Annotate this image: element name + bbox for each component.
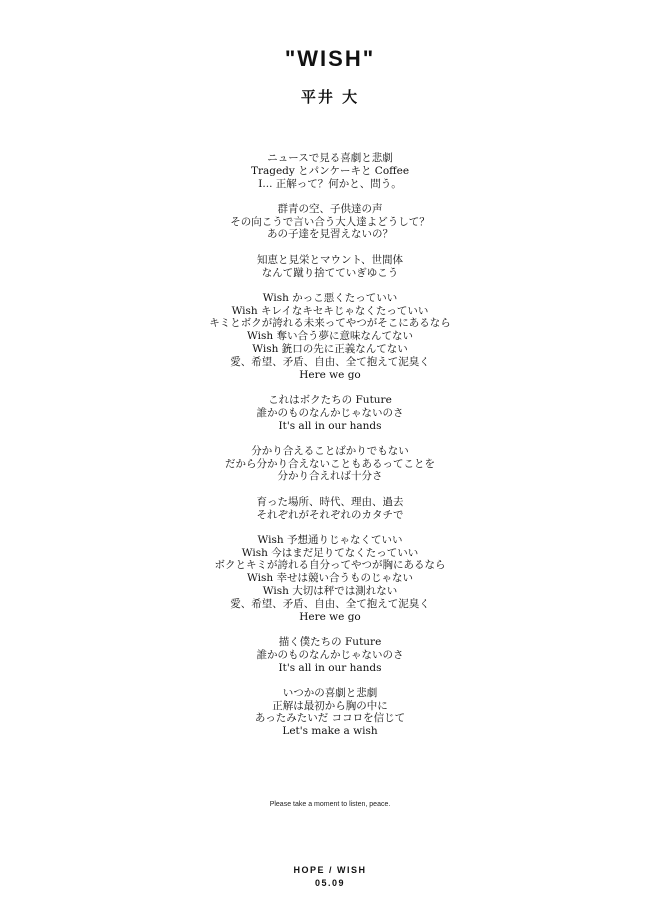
lyric-stanza bbox=[0, 534, 660, 624]
lyric-line: いつかの喜劇と悲劇 bbox=[282, 686, 378, 699]
lyric-line: Wish 奪い合う夢に意味なんてない bbox=[247, 330, 413, 343]
lyric-line: 愛、希望、矛盾、自由、全て抱えて泥臭く bbox=[230, 597, 430, 610]
artist-name: 平井 大 bbox=[300, 88, 360, 106]
lyric-line: Wish かっこ悪くたっていい bbox=[262, 291, 398, 304]
lyric-line: キミとボクが誇れる未来ってやつがそこにあるなら bbox=[209, 317, 451, 330]
tagline: Please take a moment to listen, peace. bbox=[269, 801, 391, 808]
lyric-line: それぞれがそれぞれのカタチで bbox=[256, 508, 404, 521]
lyric-line: なんて蹴り捨てていぎゆこう bbox=[261, 266, 399, 279]
lyric-line: あの子達を見習えないの？ bbox=[267, 228, 393, 241]
lyric-line: 正解は最初から胸の中に bbox=[272, 699, 388, 712]
lyric-stanza bbox=[0, 687, 660, 738]
lyric-line: Tragedy とパンケーキと Coffee bbox=[250, 164, 410, 177]
lyric-line: Wish 今はまだ足りてなくたっていい bbox=[241, 546, 419, 559]
lyric-line: Wish キレイなキセキじゃなくたっていい bbox=[231, 304, 429, 317]
lyric-stanza bbox=[0, 254, 660, 280]
lyric-line: Here we go bbox=[299, 610, 361, 623]
lyric-line: Wish 幸せは競い合うものじゃない bbox=[247, 572, 413, 585]
lyric-stanza bbox=[0, 394, 660, 432]
lyric-line: It's all in our hands bbox=[278, 661, 382, 674]
lyric-line: 群青の空、子供達の声 bbox=[277, 202, 383, 215]
lyric-line: I... 正解って？何かと、問う。 bbox=[258, 177, 402, 190]
footer-release-date: 05.09 bbox=[314, 878, 346, 888]
lyric-line: Wish 大切は秤では測れない bbox=[262, 585, 398, 598]
lyric-line: ニュースで見る喜劇と悲劇 bbox=[267, 152, 393, 164]
lyric-stanza bbox=[0, 152, 660, 190]
lyric-line: 愛、希望、矛盾、自由、全て抱えて泥臭く bbox=[230, 355, 430, 368]
lyric-line: その向こうで言い合う大人達よどうして？ bbox=[230, 215, 430, 228]
lyric-line: あったみたいだ ココロを信じて bbox=[254, 712, 406, 725]
footer-release-title: HOPE / WISH bbox=[293, 865, 367, 875]
lyric-line: 描く僕たちの Future bbox=[278, 635, 382, 648]
lyric-line: Wish 予想通りじゃなくていい bbox=[257, 533, 403, 546]
lyric-stanza bbox=[0, 636, 660, 674]
lyric-stanza bbox=[0, 203, 660, 241]
lyric-line: 育った場所、時代、理由、過去 bbox=[256, 495, 404, 508]
lyric-stanza bbox=[0, 445, 660, 483]
lyrics-body bbox=[0, 152, 660, 750]
lyric-line: これはボクたちの Future bbox=[268, 393, 392, 406]
lyric-line: 分かり合えれば十分さ bbox=[277, 470, 383, 483]
lyric-line: Here we go bbox=[299, 368, 361, 381]
footer bbox=[0, 864, 660, 890]
lyric-line: 分かり合えることばかりでもない bbox=[251, 444, 409, 457]
lyric-line: It's all in our hands bbox=[278, 419, 382, 432]
lyric-stanza bbox=[0, 496, 660, 522]
song-title: "WISH" bbox=[284, 46, 376, 71]
lyric-line: 知恵と見栄とマウント、世間体 bbox=[256, 253, 404, 266]
lyric-line: 誰かのものなんかじゃないのさ bbox=[256, 648, 404, 661]
lyric-line: ボクとキミが誇れる自分ってやつが胸にあるなら bbox=[214, 559, 446, 572]
lyric-line: Let's make a wish bbox=[282, 725, 378, 738]
lyric-line: Wish 銃口の先に正義なんてない bbox=[252, 343, 408, 356]
lyric-line: 誰かのものなんかじゃないのさ bbox=[256, 406, 404, 419]
lyric-line: だから分かり合えないこともあるってことを bbox=[225, 457, 435, 470]
lyric-stanza bbox=[0, 292, 660, 382]
